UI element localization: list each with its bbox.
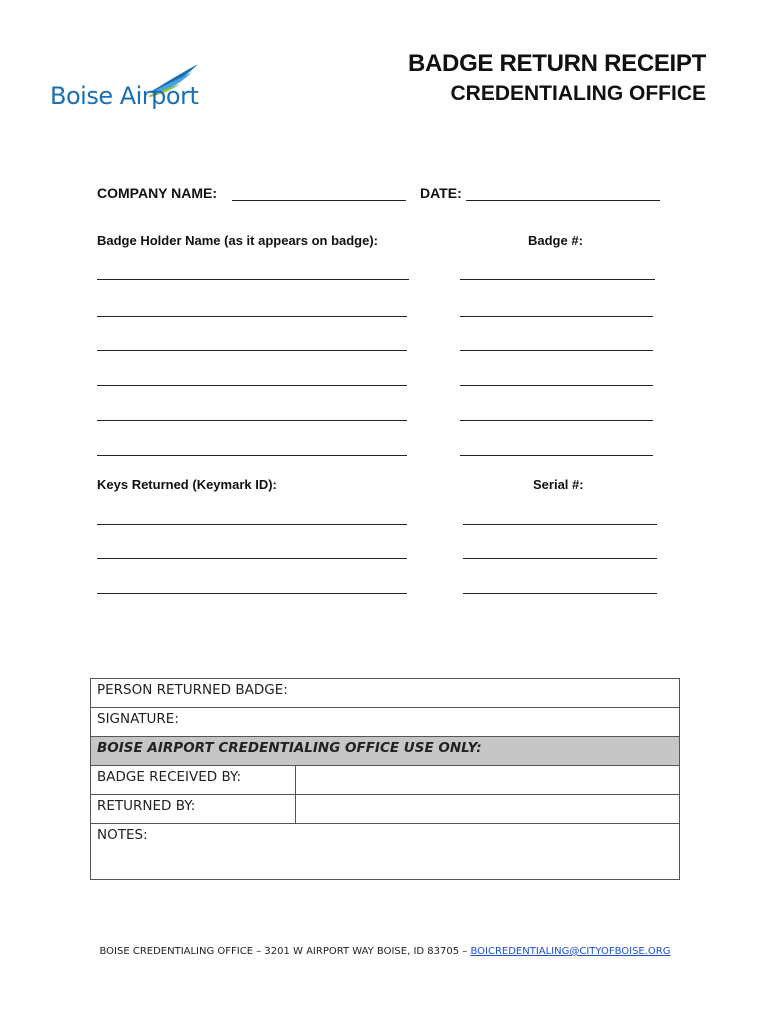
office-use-table bbox=[90, 678, 680, 880]
company-name-field[interactable] bbox=[232, 200, 406, 201]
office-use-only-label: BOISE AIRPORT CREDENTIALING OFFICE USE ONLY: bbox=[97, 740, 482, 756]
page-subtitle: CREDENTIALING OFFICE bbox=[450, 82, 706, 105]
keys-returned-label: Keys Returned (Keymark ID): bbox=[97, 477, 277, 492]
badge-received-by-label-cell bbox=[91, 766, 296, 795]
serial-number-field[interactable] bbox=[463, 593, 657, 594]
signature-field[interactable] bbox=[91, 708, 680, 737]
badge-holder-name-field[interactable] bbox=[97, 316, 407, 317]
badge-number-field[interactable] bbox=[460, 420, 653, 421]
notes-field[interactable] bbox=[91, 824, 680, 880]
badge-holder-name-field[interactable] bbox=[97, 455, 407, 456]
company-name-label: COMPANY NAME: bbox=[97, 185, 218, 201]
keymark-id-field[interactable] bbox=[97, 558, 407, 559]
date-field[interactable] bbox=[466, 200, 660, 201]
logo-text: Boise Airport bbox=[50, 82, 199, 110]
signature-label: SIGNATURE: bbox=[97, 711, 179, 727]
returned-by-label: RETURNED BY: bbox=[97, 798, 196, 814]
serial-number-field[interactable] bbox=[463, 558, 657, 559]
office-use-only-header bbox=[91, 737, 680, 766]
badge-number-field[interactable] bbox=[460, 385, 653, 386]
returned-by-label-cell bbox=[91, 795, 296, 824]
badge-received-by-label: BADGE RECEIVED BY: bbox=[97, 769, 241, 785]
badge-number-field[interactable] bbox=[460, 316, 653, 317]
footer-address: BOISE CREDENTIALING OFFICE – 3201 W AIRPORT WAY BOISE, ID 83705 – bbox=[99, 946, 471, 957]
badge-number-label: Badge #: bbox=[528, 233, 583, 248]
badge-holder-name-label: Badge Holder Name (as it appears on badge): bbox=[97, 233, 379, 248]
page-title: BADGE RETURN RECEIPT bbox=[407, 50, 706, 77]
badge-number-field[interactable] bbox=[460, 350, 653, 351]
footer bbox=[0, 946, 770, 957]
footer-email-link[interactable]: BOICREDENTIALING@CITYOFBOISE.ORG bbox=[470, 946, 671, 957]
person-returned-badge-field[interactable] bbox=[91, 679, 680, 708]
badge-holder-name-field[interactable] bbox=[97, 350, 407, 351]
date-label: DATE: bbox=[420, 185, 462, 201]
serial-number-label: Serial #: bbox=[533, 477, 584, 492]
notes-label: NOTES: bbox=[97, 827, 148, 843]
badge-holder-name-field[interactable] bbox=[97, 385, 407, 386]
badge-holder-name-field[interactable] bbox=[97, 420, 407, 421]
badge-received-by-field[interactable] bbox=[296, 766, 680, 795]
boise-airport-logo bbox=[50, 62, 210, 116]
badge-number-field[interactable] bbox=[460, 455, 653, 456]
keymark-id-field[interactable] bbox=[97, 524, 407, 525]
serial-number-field[interactable] bbox=[463, 524, 657, 525]
keymark-id-field[interactable] bbox=[97, 593, 407, 594]
returned-by-field[interactable] bbox=[296, 795, 680, 824]
badge-number-field[interactable] bbox=[460, 279, 655, 280]
person-returned-badge-label: PERSON RETURNED BADGE: bbox=[97, 682, 288, 698]
badge-holder-name-field[interactable] bbox=[97, 279, 409, 280]
